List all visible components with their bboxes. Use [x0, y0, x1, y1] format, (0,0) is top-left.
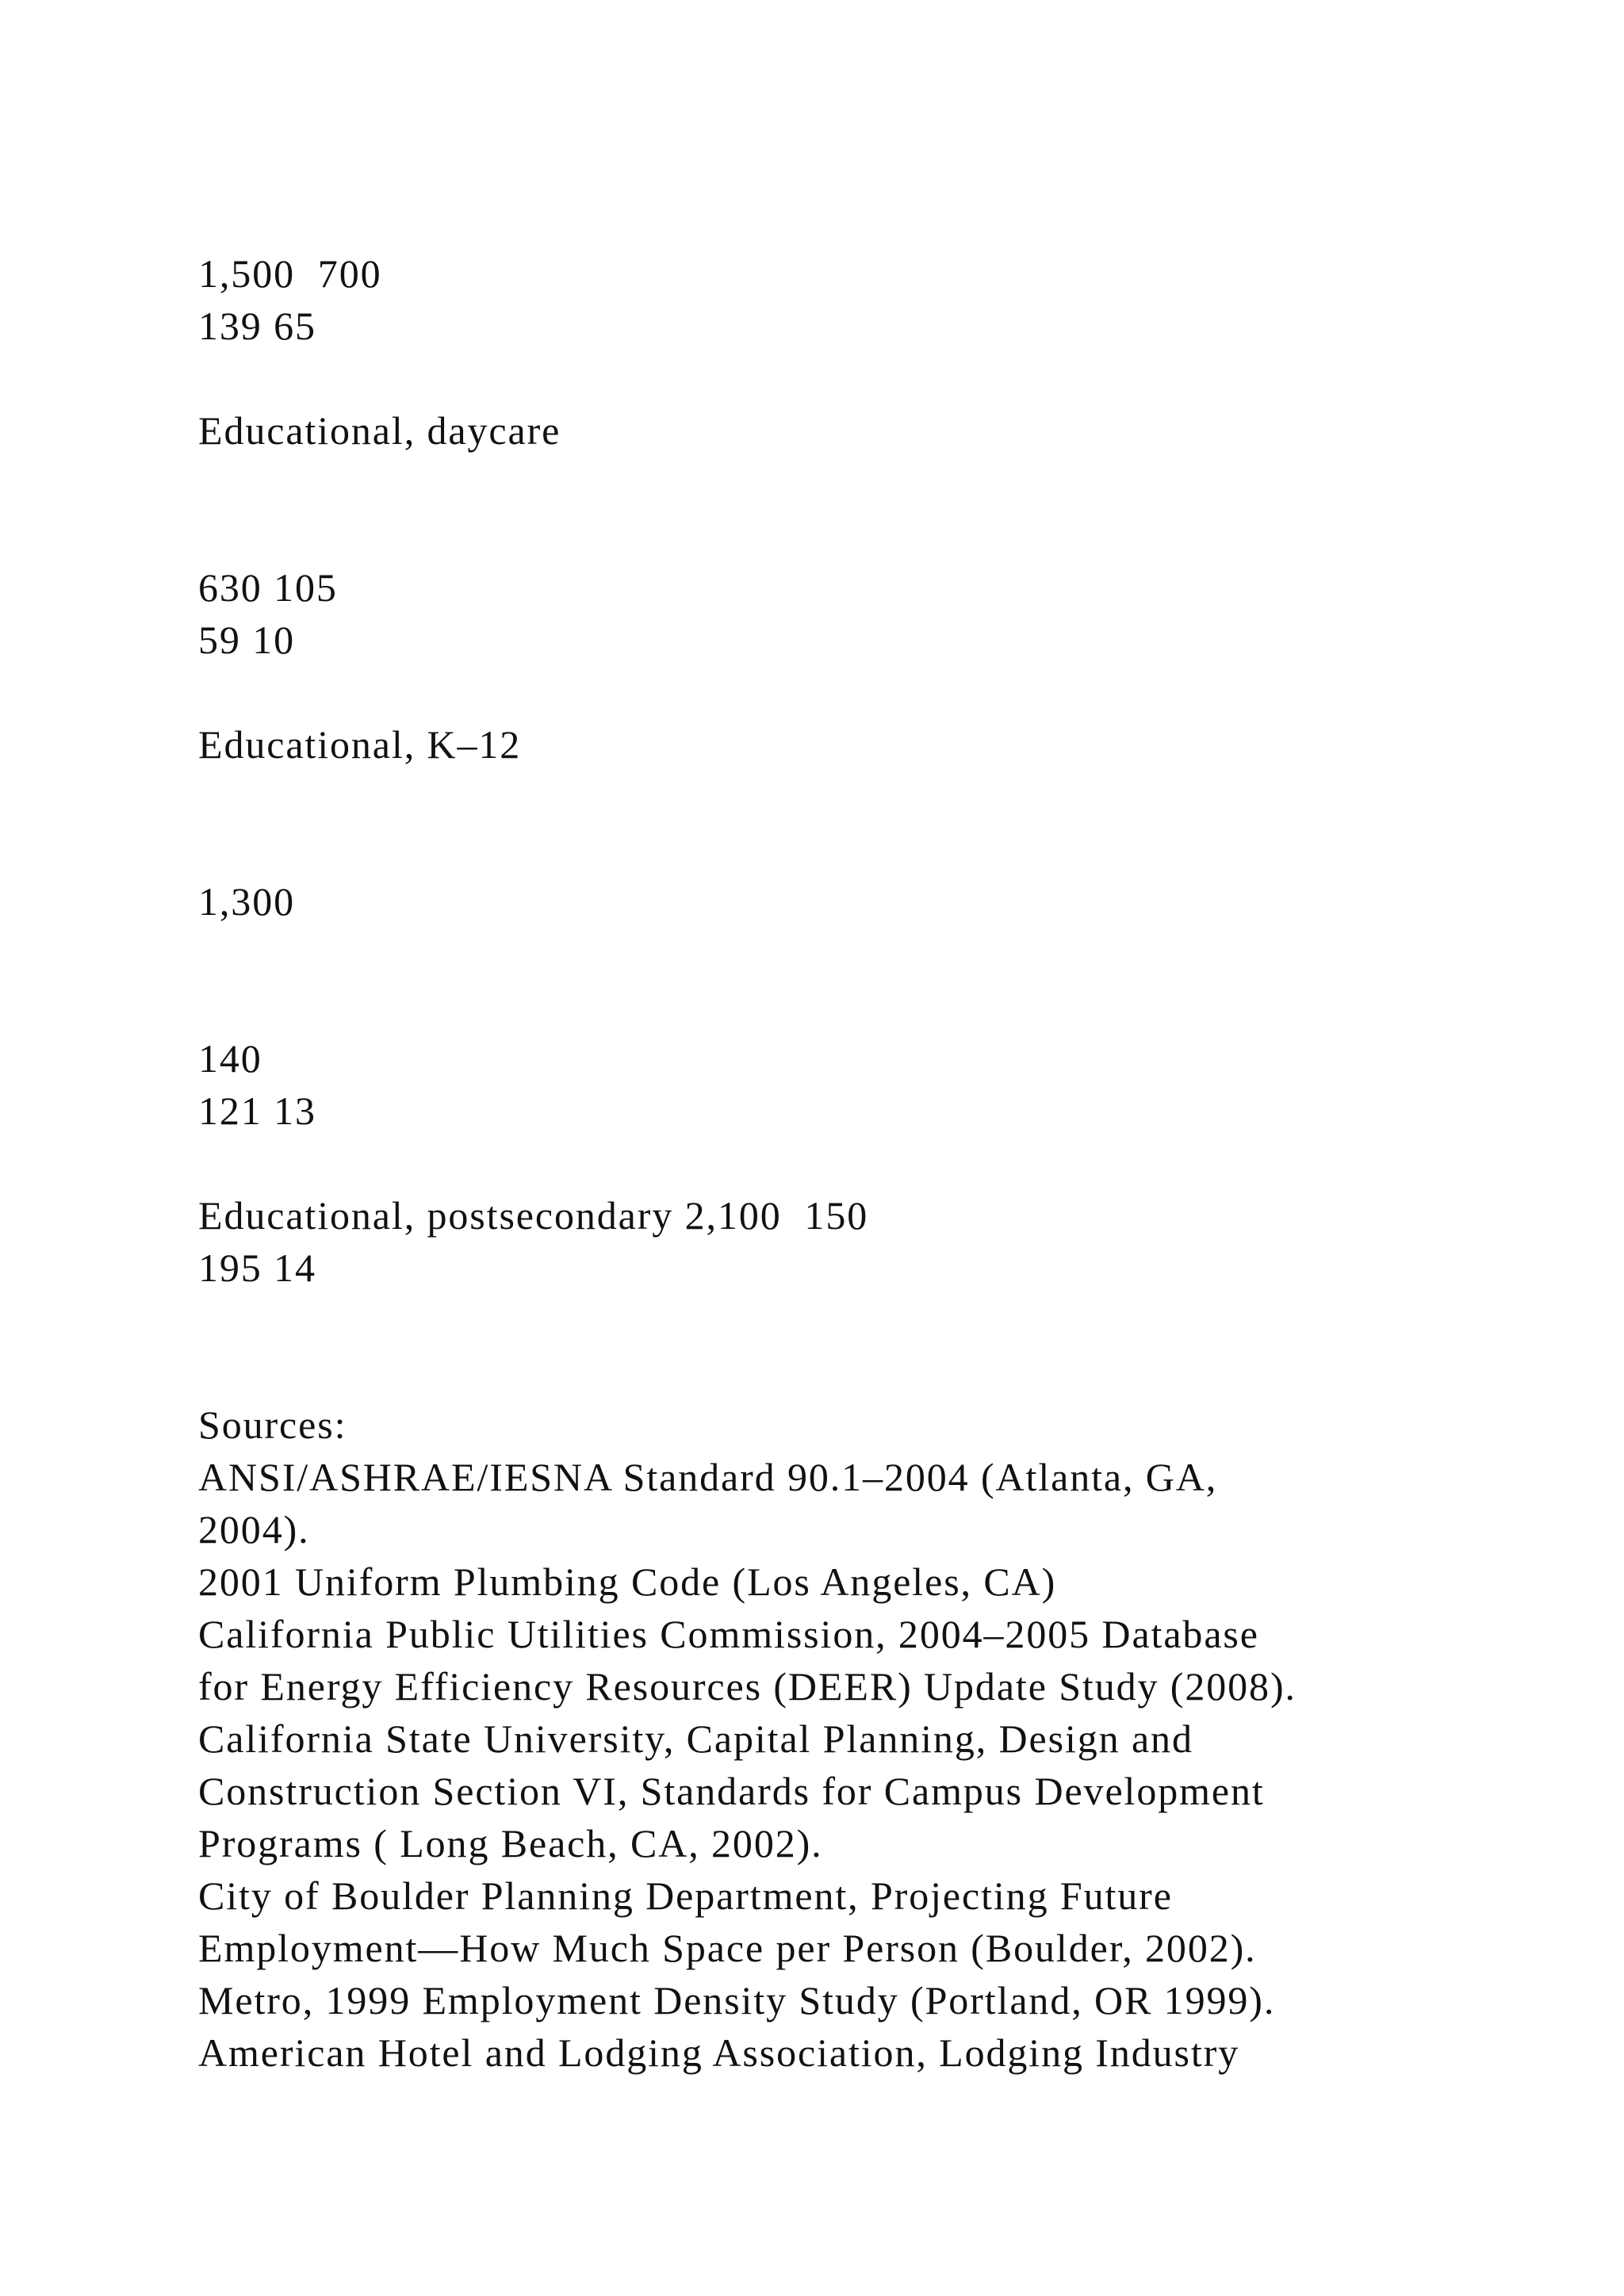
table-value-line: 59 10 — [198, 618, 295, 662]
source-line: ANSI/ASHRAE/IESNA Standard 90.1–2004 (Atlanta, GA, — [198, 1455, 1218, 1499]
source-line: California State University, Capital Planning, Design and — [198, 1716, 1193, 1761]
table-value-line: 139 65 — [198, 304, 316, 348]
source-line: California Public Utilities Commission, 2004–2005 Database — [198, 1612, 1259, 1656]
category-label: Educational, daycare — [198, 408, 561, 453]
source-line: Employment—How Much Space per Person (Boulder, 2002). — [198, 1926, 1257, 1970]
source-line: Construction Section VI, Standards for Campus Development — [198, 1769, 1265, 1813]
sources-heading: Sources: — [198, 1402, 347, 1447]
category-label: Educational, postsecondary 2,100 150 — [198, 1193, 869, 1238]
table-value-line: 140 — [198, 1036, 262, 1081]
source-line: 2001 Uniform Plumbing Code (Los Angeles, CA) — [198, 1559, 1057, 1604]
table-value-line: 1,500 700 — [198, 251, 382, 296]
source-line: American Hotel and Lodging Association, Lodging Industry — [198, 2030, 1240, 2075]
source-line: 2004). — [198, 1507, 310, 1552]
table-value-line: 195 14 — [198, 1246, 316, 1290]
source-line: for Energy Efficiency Resources (DEER) Update Study (2008). — [198, 1664, 1297, 1709]
source-line: City of Boulder Planning Department, Projecting Future — [198, 1873, 1173, 1918]
table-value-line: 1,300 — [198, 879, 295, 924]
source-line: Programs ( Long Beach, CA, 2002). — [198, 1821, 823, 1866]
table-value-line: 121 13 — [198, 1089, 316, 1133]
table-value-line: 630 105 — [198, 565, 338, 610]
source-line: Metro, 1999 Employment Density Study (Portland, OR 1999). — [198, 1978, 1276, 2022]
category-label: Educational, K–12 — [198, 722, 522, 767]
